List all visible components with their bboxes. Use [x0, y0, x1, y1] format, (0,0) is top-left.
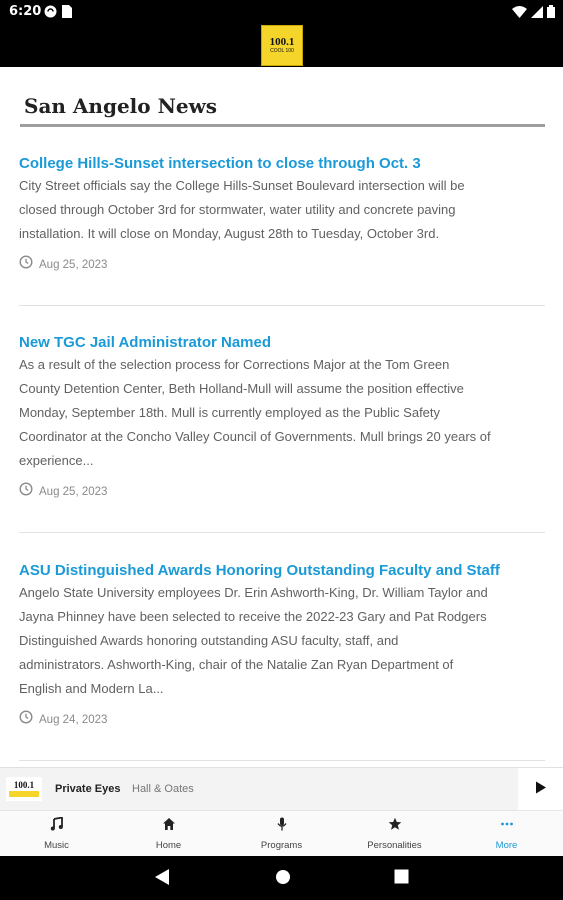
star-icon — [388, 817, 402, 836]
excerpt-line: As a result of the selection process for Corrections Major at the Tom Green — [19, 357, 450, 372]
music-note-icon — [50, 817, 64, 836]
status-bar — [0, 0, 563, 24]
article-item[interactable] — [19, 333, 545, 501]
excerpt-line: Distinguished Awards honoring outstanding ASU faculty, staff, and — [19, 633, 399, 648]
excerpt-line: English and Modern La... — [19, 681, 164, 696]
logo-number: 100.1 — [269, 36, 295, 48]
now-playing-artist: Hall & Oates — [132, 783, 194, 795]
article-headline[interactable]: College Hills-Sunset intersection to close through Oct. 3 — [19, 155, 421, 172]
play-icon — [535, 781, 547, 799]
excerpt-line: experience... — [19, 453, 94, 468]
article-excerpt — [19, 581, 545, 701]
excerpt-line: Jayna Phinney have been selected to receive the 2022-23 Gary and Pat Rodgers — [19, 609, 487, 624]
more-dots-icon — [500, 817, 514, 836]
home-icon — [162, 817, 176, 836]
wifi-icon — [512, 5, 527, 23]
article-divider — [19, 305, 545, 306]
microphone-icon — [275, 817, 289, 836]
nav-item-programs[interactable] — [225, 811, 338, 857]
article-date: Aug 24, 2023 — [39, 713, 108, 726]
recents-icon[interactable] — [394, 869, 409, 889]
player-artwork — [6, 777, 42, 801]
sync-icon — [44, 5, 57, 23]
article-date-row — [19, 710, 545, 729]
title-divider — [20, 124, 545, 127]
article-item[interactable] — [19, 561, 545, 729]
article-item[interactable] — [19, 154, 545, 274]
excerpt-line: Monday, September 18th. Mull is currently employed as the Public Safety — [19, 405, 441, 420]
signal-icon — [531, 5, 543, 23]
article-date-row — [19, 482, 545, 501]
back-icon[interactable] — [154, 868, 170, 891]
excerpt-line: Coordinator at the Concho Valley Council of Governments. Mull brings 20 years of — [19, 429, 491, 444]
excerpt-line: City Street officials say the College Hills-Sunset Boulevard intersection will be — [19, 178, 465, 193]
mini-player[interactable] — [0, 767, 563, 810]
nav-item-home[interactable] — [112, 811, 225, 857]
app-bar — [0, 24, 563, 67]
station-logo[interactable] — [261, 25, 303, 66]
article-date-row — [19, 255, 545, 274]
nav-item-more[interactable] — [450, 811, 563, 857]
nav-item-music[interactable] — [0, 811, 113, 857]
article-excerpt — [19, 353, 545, 473]
bottom-navigation — [0, 810, 563, 856]
excerpt-line: Angelo State University employees Dr. Erin Ashworth-King, Dr. William Taylor and — [19, 585, 488, 600]
play-button[interactable] — [518, 768, 563, 811]
clock-icon — [19, 710, 33, 729]
excerpt-line: closed through October 3rd for stormwater, water utility and concrete paving — [19, 202, 456, 217]
nav-label: More — [495, 840, 518, 851]
nav-label: Personalities — [367, 840, 422, 851]
clock-icon — [19, 255, 33, 274]
nav-item-personalities[interactable] — [338, 811, 451, 857]
article-divider — [19, 760, 545, 761]
nav-label: Home — [155, 840, 182, 851]
excerpt-line: installation. It will close on Monday, August 28th to Tuesday, October 3rd. — [19, 226, 440, 241]
article-headline[interactable]: New TGC Jail Administrator Named — [19, 334, 271, 351]
battery-icon — [547, 5, 555, 23]
player-artwork-number: 100.1 — [13, 780, 35, 790]
status-time: 6:20 — [9, 4, 42, 19]
nav-label: Programs — [260, 840, 303, 851]
page-title: San Angelo News — [24, 94, 218, 118]
clock-icon — [19, 482, 33, 501]
article-date: Aug 25, 2023 — [39, 485, 108, 498]
news-content — [0, 67, 563, 767]
logo-subtext: COOL 100 — [270, 48, 294, 54]
article-divider — [19, 532, 545, 533]
player-artwork-bar — [9, 791, 39, 797]
nav-label: Music — [44, 840, 69, 851]
article-headline[interactable]: ASU Distinguished Awards Honoring Outstanding Faculty and Staff — [19, 562, 500, 579]
excerpt-line: County Detention Center, Beth Holland-Mull will assume the position effective — [19, 381, 464, 396]
excerpt-line: administrators. Ashworth-King, chair of the Natalie Zan Ryan Department of — [19, 657, 454, 672]
article-excerpt — [19, 174, 545, 246]
article-date: Aug 25, 2023 — [39, 258, 108, 271]
system-navigation-bar — [0, 856, 563, 900]
now-playing-song: Private Eyes — [55, 783, 121, 795]
sim-card-icon — [62, 5, 72, 23]
home-circle-icon[interactable] — [275, 869, 291, 890]
